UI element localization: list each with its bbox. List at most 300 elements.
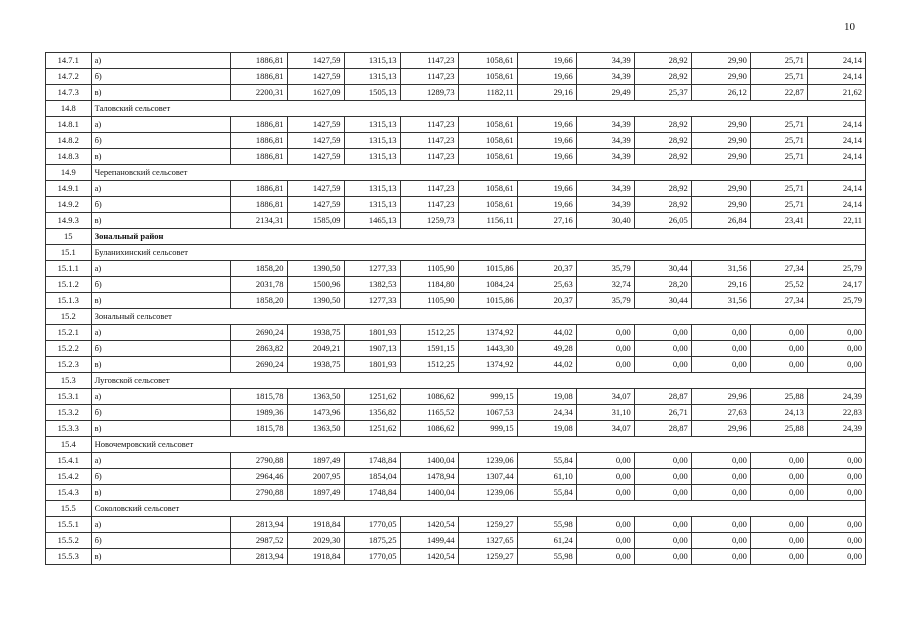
value-cell: 1427,59 xyxy=(287,181,344,197)
value-cell: 34,39 xyxy=(576,181,634,197)
value-cell: 34,39 xyxy=(576,117,634,133)
value-cell: 0,00 xyxy=(634,453,691,469)
value-cell: 1058,61 xyxy=(458,133,517,149)
value-cell: 0,00 xyxy=(634,485,691,501)
row-code: 14.7.3 xyxy=(46,85,92,101)
value-cell: 1815,78 xyxy=(230,389,287,405)
row-variant: в) xyxy=(91,421,230,437)
row-code: 14.7.2 xyxy=(46,69,92,85)
value-cell: 24,34 xyxy=(517,405,576,421)
value-cell: 1374,92 xyxy=(458,325,517,341)
value-cell: 1886,81 xyxy=(230,53,287,69)
value-cell: 25,71 xyxy=(750,69,807,85)
value-cell: 0,00 xyxy=(807,325,865,341)
value-cell: 1420,54 xyxy=(400,549,458,565)
section-row xyxy=(46,309,866,325)
value-cell: 1748,84 xyxy=(344,453,400,469)
value-cell: 28,92 xyxy=(634,149,691,165)
value-cell: 0,00 xyxy=(691,517,750,533)
value-cell: 1918,84 xyxy=(287,549,344,565)
value-cell: 55,98 xyxy=(517,549,576,565)
value-cell: 28,92 xyxy=(634,53,691,69)
table-row xyxy=(46,325,866,341)
value-cell: 0,00 xyxy=(691,453,750,469)
value-cell: 34,39 xyxy=(576,133,634,149)
table-row xyxy=(46,421,866,437)
value-cell: 24,14 xyxy=(807,149,865,165)
value-cell: 29,90 xyxy=(691,117,750,133)
value-cell: 25,71 xyxy=(750,133,807,149)
row-code: 14.9.1 xyxy=(46,181,92,197)
table-body xyxy=(46,53,866,565)
value-cell: 19,08 xyxy=(517,421,576,437)
table-row xyxy=(46,389,866,405)
value-cell: 34,39 xyxy=(576,53,634,69)
section-row xyxy=(46,245,866,261)
value-cell: 0,00 xyxy=(807,549,865,565)
row-variant: а) xyxy=(91,181,230,197)
row-variant: в) xyxy=(91,549,230,565)
table-row xyxy=(46,117,866,133)
row-variant: а) xyxy=(91,53,230,69)
row-code: 15.2.3 xyxy=(46,357,92,373)
value-cell: 1427,59 xyxy=(287,69,344,85)
value-cell: 1105,90 xyxy=(400,293,458,309)
value-cell: 1363,50 xyxy=(287,389,344,405)
value-cell: 26,71 xyxy=(634,405,691,421)
row-code: 14.9.2 xyxy=(46,197,92,213)
value-cell: 1801,93 xyxy=(344,325,400,341)
value-cell: 0,00 xyxy=(634,469,691,485)
row-code: 15.5.2 xyxy=(46,533,92,549)
table-row xyxy=(46,277,866,293)
value-cell: 0,00 xyxy=(576,453,634,469)
value-cell: 2863,82 xyxy=(230,341,287,357)
value-cell: 1585,09 xyxy=(287,213,344,229)
value-cell: 31,56 xyxy=(691,261,750,277)
value-cell: 1427,59 xyxy=(287,197,344,213)
value-cell: 20,37 xyxy=(517,293,576,309)
table-row xyxy=(46,357,866,373)
value-cell: 0,00 xyxy=(691,549,750,565)
value-cell: 0,00 xyxy=(576,469,634,485)
row-code: 14.9 xyxy=(46,165,92,181)
value-cell: 2690,24 xyxy=(230,357,287,373)
row-code: 15.1.3 xyxy=(46,293,92,309)
value-cell: 1105,90 xyxy=(400,261,458,277)
value-cell: 31,10 xyxy=(576,405,634,421)
value-cell: 1390,50 xyxy=(287,293,344,309)
value-cell: 1315,13 xyxy=(344,197,400,213)
value-cell: 24,14 xyxy=(807,69,865,85)
value-cell: 1315,13 xyxy=(344,181,400,197)
value-cell: 61,10 xyxy=(517,469,576,485)
value-cell: 0,00 xyxy=(807,469,865,485)
value-cell: 1400,04 xyxy=(400,485,458,501)
row-variant: б) xyxy=(91,341,230,357)
value-cell: 0,00 xyxy=(691,469,750,485)
value-cell: 1067,53 xyxy=(458,405,517,421)
value-cell: 1512,25 xyxy=(400,325,458,341)
value-cell: 34,39 xyxy=(576,149,634,165)
value-cell: 1465,13 xyxy=(344,213,400,229)
row-variant: а) xyxy=(91,117,230,133)
row-variant: а) xyxy=(91,389,230,405)
value-cell: 0,00 xyxy=(750,325,807,341)
value-cell: 25,88 xyxy=(750,389,807,405)
value-cell: 0,00 xyxy=(750,341,807,357)
value-cell: 1259,27 xyxy=(458,517,517,533)
value-cell: 1251,62 xyxy=(344,421,400,437)
value-cell: 1289,73 xyxy=(400,85,458,101)
value-cell: 1858,20 xyxy=(230,293,287,309)
value-cell: 28,87 xyxy=(634,421,691,437)
value-cell: 1015,86 xyxy=(458,293,517,309)
value-cell: 25,37 xyxy=(634,85,691,101)
value-cell: 27,63 xyxy=(691,405,750,421)
row-variant: а) xyxy=(91,517,230,533)
value-cell: 0,00 xyxy=(807,341,865,357)
row-code: 15.3 xyxy=(46,373,92,389)
value-cell: 2200,31 xyxy=(230,85,287,101)
value-cell: 1315,13 xyxy=(344,117,400,133)
value-cell: 1147,23 xyxy=(400,149,458,165)
row-code: 14.8.1 xyxy=(46,117,92,133)
value-cell: 19,66 xyxy=(517,149,576,165)
value-cell: 0,00 xyxy=(691,485,750,501)
value-cell: 30,44 xyxy=(634,261,691,277)
row-variant: а) xyxy=(91,325,230,341)
row-variant: б) xyxy=(91,133,230,149)
value-cell: 2029,30 xyxy=(287,533,344,549)
table-row xyxy=(46,85,866,101)
value-cell: 55,84 xyxy=(517,453,576,469)
value-cell: 1363,50 xyxy=(287,421,344,437)
value-cell: 999,15 xyxy=(458,421,517,437)
value-cell: 30,40 xyxy=(576,213,634,229)
value-cell: 24,39 xyxy=(807,389,865,405)
value-cell: 1277,33 xyxy=(344,293,400,309)
row-code: 14.9.3 xyxy=(46,213,92,229)
value-cell: 27,34 xyxy=(750,293,807,309)
value-cell: 0,00 xyxy=(691,341,750,357)
council-title: Новочемровский сельсовет xyxy=(91,437,865,453)
table-row xyxy=(46,213,866,229)
table-row xyxy=(46,533,866,549)
value-cell: 28,92 xyxy=(634,133,691,149)
section-row xyxy=(46,437,866,453)
value-cell: 0,00 xyxy=(807,485,865,501)
row-code: 14.7.1 xyxy=(46,53,92,69)
value-cell: 19,66 xyxy=(517,117,576,133)
value-cell: 1015,86 xyxy=(458,261,517,277)
row-code: 15.4 xyxy=(46,437,92,453)
value-cell: 24,39 xyxy=(807,421,865,437)
value-cell: 25,52 xyxy=(750,277,807,293)
value-cell: 0,00 xyxy=(807,453,865,469)
value-cell: 35,79 xyxy=(576,261,634,277)
council-title: Таловский сельсовет xyxy=(91,101,865,117)
row-variant: б) xyxy=(91,469,230,485)
value-cell: 1427,59 xyxy=(287,117,344,133)
row-code: 15.3.3 xyxy=(46,421,92,437)
value-cell: 1315,13 xyxy=(344,149,400,165)
value-cell: 29,90 xyxy=(691,149,750,165)
value-cell: 0,00 xyxy=(576,549,634,565)
value-cell: 24,14 xyxy=(807,197,865,213)
value-cell: 24,17 xyxy=(807,277,865,293)
value-cell: 1854,04 xyxy=(344,469,400,485)
row-variant: б) xyxy=(91,277,230,293)
value-cell: 2690,24 xyxy=(230,325,287,341)
row-variant: б) xyxy=(91,405,230,421)
value-cell: 1748,84 xyxy=(344,485,400,501)
value-cell: 25,71 xyxy=(750,181,807,197)
row-code: 15.4.2 xyxy=(46,469,92,485)
table-row xyxy=(46,261,866,277)
value-cell: 28,20 xyxy=(634,277,691,293)
value-cell: 1356,82 xyxy=(344,405,400,421)
value-cell: 1420,54 xyxy=(400,517,458,533)
value-cell: 2790,88 xyxy=(230,485,287,501)
value-cell: 31,56 xyxy=(691,293,750,309)
value-cell: 1259,27 xyxy=(458,549,517,565)
value-cell: 2790,88 xyxy=(230,453,287,469)
value-cell: 19,66 xyxy=(517,181,576,197)
value-cell: 20,37 xyxy=(517,261,576,277)
section-row xyxy=(46,165,866,181)
value-cell: 49,28 xyxy=(517,341,576,357)
section-row xyxy=(46,229,866,245)
value-cell: 24,13 xyxy=(750,405,807,421)
row-code: 15.2.2 xyxy=(46,341,92,357)
value-cell: 30,44 xyxy=(634,293,691,309)
value-cell: 0,00 xyxy=(576,517,634,533)
value-cell: 28,92 xyxy=(634,117,691,133)
value-cell: 32,74 xyxy=(576,277,634,293)
row-variant: в) xyxy=(91,149,230,165)
value-cell: 25,71 xyxy=(750,117,807,133)
table-row xyxy=(46,341,866,357)
row-code: 15.1.1 xyxy=(46,261,92,277)
value-cell: 29,49 xyxy=(576,85,634,101)
council-title: Черепановский сельсовет xyxy=(91,165,865,181)
value-cell: 1147,23 xyxy=(400,53,458,69)
value-cell: 25,71 xyxy=(750,53,807,69)
value-cell: 1315,13 xyxy=(344,69,400,85)
value-cell: 0,00 xyxy=(634,533,691,549)
value-cell: 34,07 xyxy=(576,389,634,405)
value-cell: 44,02 xyxy=(517,357,576,373)
value-cell: 26,05 xyxy=(634,213,691,229)
value-cell: 34,39 xyxy=(576,197,634,213)
value-cell: 0,00 xyxy=(807,533,865,549)
council-title: Зональный сельсовет xyxy=(91,309,865,325)
value-cell: 1886,81 xyxy=(230,149,287,165)
value-cell: 0,00 xyxy=(576,357,634,373)
table-row xyxy=(46,453,866,469)
value-cell: 25,63 xyxy=(517,277,576,293)
row-code: 15.5.1 xyxy=(46,517,92,533)
row-code: 14.8 xyxy=(46,101,92,117)
value-cell: 2007,95 xyxy=(287,469,344,485)
value-cell: 29,96 xyxy=(691,389,750,405)
value-cell: 29,90 xyxy=(691,181,750,197)
value-cell: 0,00 xyxy=(691,533,750,549)
value-cell: 25,71 xyxy=(750,149,807,165)
value-cell: 35,79 xyxy=(576,293,634,309)
district-title: Зональный район xyxy=(91,229,865,245)
value-cell: 27,34 xyxy=(750,261,807,277)
value-cell: 28,87 xyxy=(634,389,691,405)
row-variant: в) xyxy=(91,485,230,501)
value-cell: 1058,61 xyxy=(458,197,517,213)
value-cell: 22,87 xyxy=(750,85,807,101)
value-cell: 0,00 xyxy=(750,485,807,501)
value-cell: 1886,81 xyxy=(230,69,287,85)
value-cell: 1938,75 xyxy=(287,357,344,373)
value-cell: 1277,33 xyxy=(344,261,400,277)
value-cell: 1058,61 xyxy=(458,117,517,133)
value-cell: 0,00 xyxy=(634,341,691,357)
value-cell: 1400,04 xyxy=(400,453,458,469)
value-cell: 1473,96 xyxy=(287,405,344,421)
table-row xyxy=(46,405,866,421)
value-cell: 21,62 xyxy=(807,85,865,101)
value-cell: 1058,61 xyxy=(458,53,517,69)
value-cell: 1184,80 xyxy=(400,277,458,293)
value-cell: 24,14 xyxy=(807,53,865,69)
value-cell: 999,15 xyxy=(458,389,517,405)
value-cell: 25,79 xyxy=(807,293,865,309)
value-cell: 1058,61 xyxy=(458,149,517,165)
value-cell: 1427,59 xyxy=(287,133,344,149)
value-cell: 1886,81 xyxy=(230,181,287,197)
value-cell: 2134,31 xyxy=(230,213,287,229)
section-row xyxy=(46,373,866,389)
table-row xyxy=(46,133,866,149)
value-cell: 1084,24 xyxy=(458,277,517,293)
value-cell: 2964,46 xyxy=(230,469,287,485)
value-cell: 22,11 xyxy=(807,213,865,229)
value-cell: 0,00 xyxy=(576,533,634,549)
value-cell: 0,00 xyxy=(750,469,807,485)
row-code: 15.4.3 xyxy=(46,485,92,501)
value-cell: 0,00 xyxy=(634,549,691,565)
value-cell: 1156,11 xyxy=(458,213,517,229)
value-cell: 29,90 xyxy=(691,53,750,69)
value-cell: 1897,49 xyxy=(287,485,344,501)
value-cell: 1907,13 xyxy=(344,341,400,357)
page-number: 10 xyxy=(844,21,855,33)
value-cell: 0,00 xyxy=(807,517,865,533)
value-cell: 1875,25 xyxy=(344,533,400,549)
row-code: 15.1.2 xyxy=(46,277,92,293)
value-cell: 0,00 xyxy=(691,357,750,373)
value-cell: 19,66 xyxy=(517,133,576,149)
value-cell: 0,00 xyxy=(634,357,691,373)
row-code: 14.8.2 xyxy=(46,133,92,149)
value-cell: 1938,75 xyxy=(287,325,344,341)
value-cell: 1390,50 xyxy=(287,261,344,277)
value-cell: 34,39 xyxy=(576,69,634,85)
value-cell: 34,07 xyxy=(576,421,634,437)
value-cell: 0,00 xyxy=(576,325,634,341)
value-cell: 1591,15 xyxy=(400,341,458,357)
value-cell: 2813,94 xyxy=(230,549,287,565)
section-row xyxy=(46,501,866,517)
value-cell: 0,00 xyxy=(750,533,807,549)
value-cell: 55,84 xyxy=(517,485,576,501)
row-code: 15 xyxy=(46,229,92,245)
value-cell: 1427,59 xyxy=(287,149,344,165)
value-cell: 24,14 xyxy=(807,117,865,133)
row-code: 15.4.1 xyxy=(46,453,92,469)
row-variant: б) xyxy=(91,197,230,213)
value-cell: 1770,05 xyxy=(344,549,400,565)
value-cell: 0,00 xyxy=(750,517,807,533)
value-cell: 1500,96 xyxy=(287,277,344,293)
row-code: 15.3.2 xyxy=(46,405,92,421)
value-cell: 1801,93 xyxy=(344,357,400,373)
row-variant: в) xyxy=(91,213,230,229)
value-cell: 0,00 xyxy=(691,325,750,341)
value-cell: 2031,78 xyxy=(230,277,287,293)
value-cell: 61,24 xyxy=(517,533,576,549)
council-title: Буланихинский сельсовет xyxy=(91,245,865,261)
value-cell: 1499,44 xyxy=(400,533,458,549)
value-cell: 2049,21 xyxy=(287,341,344,357)
council-title: Соколовский сельсовет xyxy=(91,501,865,517)
value-cell: 1182,11 xyxy=(458,85,517,101)
value-cell: 1443,30 xyxy=(458,341,517,357)
value-cell: 1627,09 xyxy=(287,85,344,101)
value-cell: 28,92 xyxy=(634,69,691,85)
table-row xyxy=(46,181,866,197)
value-cell: 1897,49 xyxy=(287,453,344,469)
value-cell: 0,00 xyxy=(750,549,807,565)
value-cell: 1512,25 xyxy=(400,357,458,373)
value-cell: 1239,06 xyxy=(458,485,517,501)
value-cell: 19,66 xyxy=(517,197,576,213)
value-cell: 25,71 xyxy=(750,197,807,213)
value-cell: 25,88 xyxy=(750,421,807,437)
row-code: 15.2.1 xyxy=(46,325,92,341)
value-cell: 1886,81 xyxy=(230,197,287,213)
value-cell: 1989,36 xyxy=(230,405,287,421)
value-cell: 1086,62 xyxy=(400,421,458,437)
value-cell: 22,83 xyxy=(807,405,865,421)
row-variant: в) xyxy=(91,357,230,373)
value-cell: 1327,65 xyxy=(458,533,517,549)
row-code: 14.8.3 xyxy=(46,149,92,165)
value-cell: 1147,23 xyxy=(400,69,458,85)
value-cell: 55,98 xyxy=(517,517,576,533)
value-cell: 28,92 xyxy=(634,197,691,213)
row-variant: а) xyxy=(91,261,230,277)
row-variant: б) xyxy=(91,69,230,85)
value-cell: 1239,06 xyxy=(458,453,517,469)
value-cell: 0,00 xyxy=(750,357,807,373)
value-cell: 1886,81 xyxy=(230,117,287,133)
value-cell: 1147,23 xyxy=(400,133,458,149)
value-cell: 2813,94 xyxy=(230,517,287,533)
value-cell: 1374,92 xyxy=(458,357,517,373)
value-cell: 0,00 xyxy=(634,517,691,533)
value-cell: 29,90 xyxy=(691,197,750,213)
value-cell: 27,16 xyxy=(517,213,576,229)
value-cell: 1251,62 xyxy=(344,389,400,405)
